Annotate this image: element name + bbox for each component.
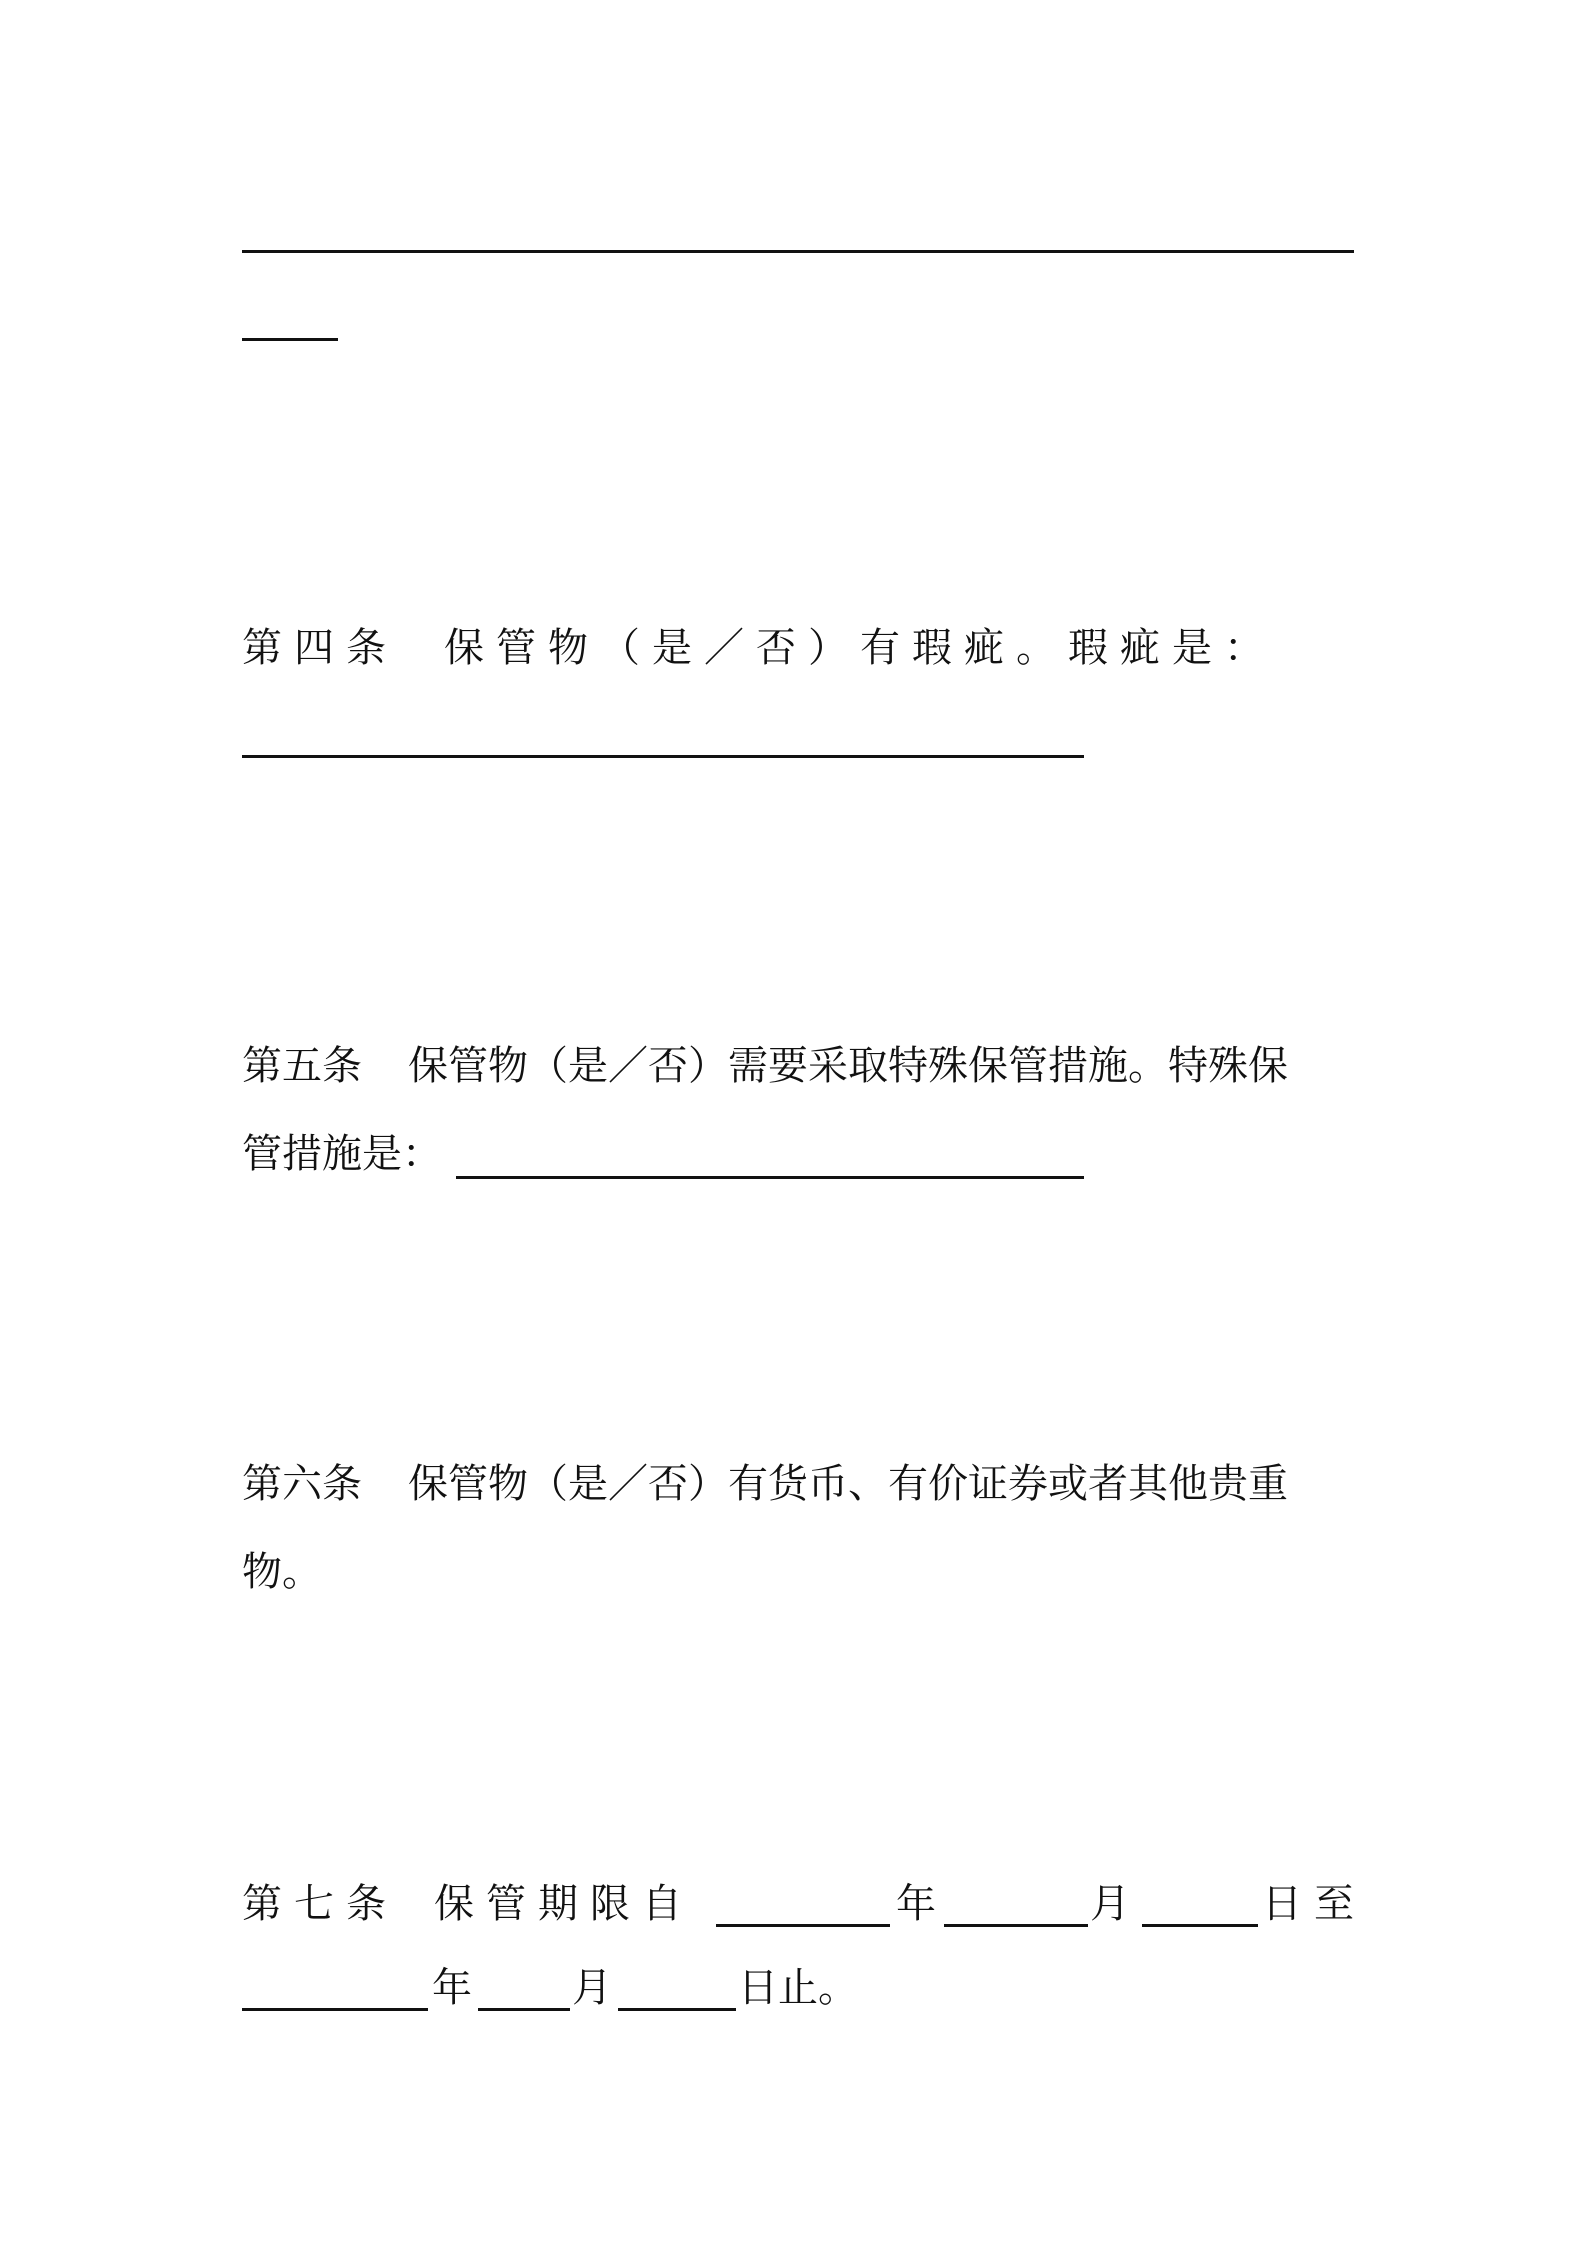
article-7-part-1: 保管期限自 bbox=[434, 1881, 694, 1927]
article-7-month-1-blank[interactable] bbox=[944, 1924, 1088, 1927]
article-4-text: 保管物（是／否）有瑕疵。瑕疵是： bbox=[444, 625, 1276, 671]
article-7-year-2-label: 年 bbox=[432, 1965, 472, 2011]
article-5-fill-line[interactable] bbox=[456, 1176, 1084, 1179]
article-7-day-1-blank[interactable] bbox=[1142, 1924, 1258, 1927]
article-6-text-1: 保管物（是／否）有货币、有价证券或者其他贵重 bbox=[408, 1461, 1288, 1507]
article-6-text-2: 物。 bbox=[242, 1549, 322, 1595]
article-6-line-2 bbox=[242, 1544, 1357, 1600]
article-5-heading: 第五条 bbox=[242, 1043, 362, 1089]
article-7-day-1-label: 日至 bbox=[1262, 1881, 1366, 1927]
article-7-day-1-label-wrap bbox=[1262, 1876, 1382, 1932]
article-6-line-1 bbox=[242, 1456, 1357, 1512]
article-5-text-1: 保管物（是／否）需要采取特殊保管措施。特殊保 bbox=[408, 1043, 1288, 1089]
article-6-heading: 第六条 bbox=[242, 1461, 362, 1507]
article-7-month-1-label: 月 bbox=[1090, 1881, 1130, 1927]
article-7-year-1-label: 年 bbox=[896, 1881, 936, 1927]
article-7-day-2-blank[interactable] bbox=[618, 2008, 736, 2011]
article-7-month-2-blank[interactable] bbox=[478, 2008, 570, 2011]
article-4-heading: 第四条 bbox=[242, 625, 398, 671]
article-7-day-2-label: 日止。 bbox=[738, 1965, 858, 2011]
article-7-heading: 第七条 bbox=[242, 1881, 398, 1927]
article-4-line-1 bbox=[242, 620, 1357, 676]
fill-line-prior-1[interactable] bbox=[242, 250, 1354, 253]
fill-line-prior-2[interactable] bbox=[242, 338, 338, 341]
article-5-text-2: 管措施是： bbox=[242, 1131, 442, 1177]
article-7-month-1-label-wrap bbox=[1090, 1876, 1150, 1932]
article-7-month-2-label: 月 bbox=[572, 1965, 612, 2011]
article-4-fill-line[interactable] bbox=[242, 755, 1084, 758]
article-7-day-2-label-wrap bbox=[738, 1960, 888, 2016]
article-7-year-1-blank[interactable] bbox=[716, 1924, 890, 1927]
article-7-year-2-blank[interactable] bbox=[242, 2008, 428, 2011]
article-5-line-2 bbox=[242, 1126, 1357, 1182]
article-5-line-1 bbox=[242, 1038, 1357, 1094]
